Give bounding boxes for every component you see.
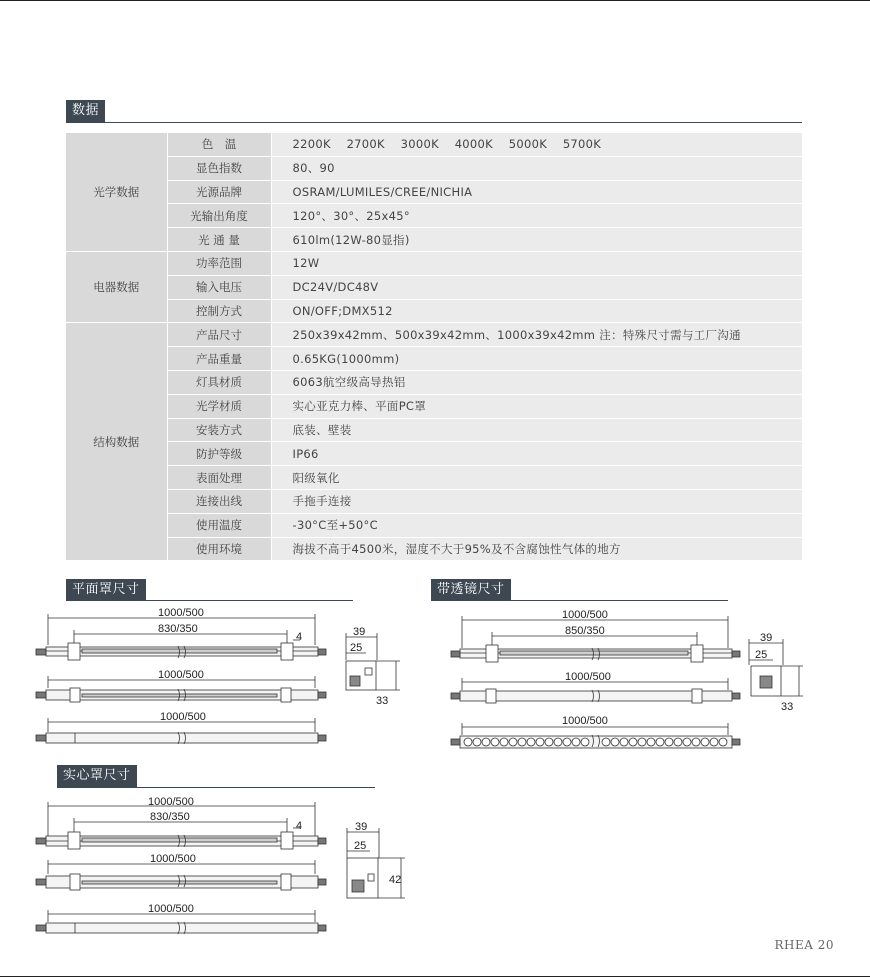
row-value: OSRAM/LUMILES/CREE/NICHIA: [271, 180, 802, 204]
row-value: 实心亚克力棒、平面PC罩: [271, 394, 802, 418]
page-number: RHEA 20: [774, 938, 834, 952]
row-key: 产品重量: [167, 347, 271, 371]
row-key: 安装方式: [167, 418, 271, 442]
row-value: 2200K 2700K 3000K 4000K 5000K 5700K: [271, 133, 802, 157]
row-key: 显色指数: [167, 156, 271, 180]
row-key: 色 温: [167, 133, 271, 157]
row-value: 手拖手连接: [271, 489, 802, 513]
dim-height-solid: 42: [389, 874, 402, 886]
dim-inner-width-flat: 25: [350, 642, 363, 654]
section-title-data: 数据: [66, 100, 105, 122]
row-value: 阳级氧化: [271, 466, 802, 490]
row-value: 80、90: [271, 156, 802, 180]
section-title-flat: 平面罩尺寸: [66, 579, 146, 601]
row-key: 使用环境: [167, 537, 271, 561]
dim-height-lens: 33: [781, 701, 794, 713]
flat-drawing-1: [36, 614, 326, 660]
row-value: 120°、30°、25x45°: [271, 204, 802, 228]
row-value: 0.65KG(1000mm): [271, 347, 802, 371]
row-value: 250x39x42mm、500x39x42mm、1000x39x42mm 注：特殊尺寸需与工厂沟通: [271, 323, 802, 347]
section-title-lens: 带透镜尺寸: [431, 579, 511, 601]
row-value: 6063航空级高导热铝: [271, 370, 802, 394]
dim-total-flat-3: 1000/500: [160, 711, 206, 723]
row-value: IP66: [271, 442, 802, 466]
row-value: 海拔不高于4500米，湿度不大于95%及不含腐蚀性气体的地方: [271, 537, 802, 561]
row-key: 防护等级: [167, 442, 271, 466]
row-value: -30°C至+50°C: [271, 513, 802, 537]
group-optical: 光学数据: [66, 133, 167, 252]
row-value: DC24V/DC48V: [271, 275, 802, 299]
dim-total-solid-1: 1000/500: [148, 796, 194, 808]
dim-width-flat: 39: [353, 626, 366, 638]
dim-total-lens-2: 1000/500: [565, 671, 611, 683]
dim-width-lens: 39: [760, 632, 773, 644]
bottom-border: [0, 976, 870, 977]
row-value: 610lm(12W-80显指): [271, 228, 802, 252]
row-key: 光学材质: [167, 394, 271, 418]
row-key: 连接出线: [167, 489, 271, 513]
row-key: 光源品牌: [167, 180, 271, 204]
group-structural: 结构数据: [66, 323, 167, 561]
dim-width-solid: 39: [355, 821, 368, 833]
row-key: 控制方式: [167, 299, 271, 323]
dim-total-lens-1: 1000/500: [562, 609, 608, 621]
solid-section: [347, 828, 405, 898]
row-key: 表面处理: [167, 466, 271, 490]
solid-drawing-1: [36, 802, 326, 849]
dim-inner-width-solid: 25: [354, 840, 367, 852]
dim-total-solid-3: 1000/500: [148, 903, 194, 915]
dim-total-lens-3: 1000/500: [562, 715, 608, 727]
dim-inner-solid: 830/350: [150, 811, 190, 823]
row-key: 灯具材质: [167, 370, 271, 394]
dim-gap-solid: 4: [296, 820, 303, 832]
dim-height-flat: 33: [376, 695, 389, 707]
row-key: 功率范围: [167, 251, 271, 275]
row-value: ON/OFF;DMX512: [271, 299, 802, 323]
section-title-solid: 实心罩尺寸: [57, 765, 137, 787]
row-value: 底装、壁装: [271, 418, 802, 442]
row-key: 光输出角度: [167, 204, 271, 228]
dim-total-flat-2: 1000/500: [158, 669, 204, 681]
row-key: 使用温度: [167, 513, 271, 537]
row-key: 光 通 量: [167, 228, 271, 252]
lens-section: [749, 639, 803, 696]
dim-inner-flat: 830/350: [158, 623, 198, 635]
dim-total-flat-1: 1000/500: [158, 607, 204, 619]
dim-gap-flat: 4: [296, 631, 303, 643]
group-electrical: 电器数据: [66, 251, 167, 322]
dim-total-solid-2: 1000/500: [150, 853, 196, 865]
row-key: 输入电压: [167, 275, 271, 299]
dim-inner-width-lens: 25: [755, 649, 768, 661]
lens-drawing-1: [451, 616, 740, 662]
row-value: 12W: [271, 251, 802, 275]
dim-inner-lens: 850/350: [565, 625, 605, 637]
row-key: 产品尺寸: [167, 323, 271, 347]
